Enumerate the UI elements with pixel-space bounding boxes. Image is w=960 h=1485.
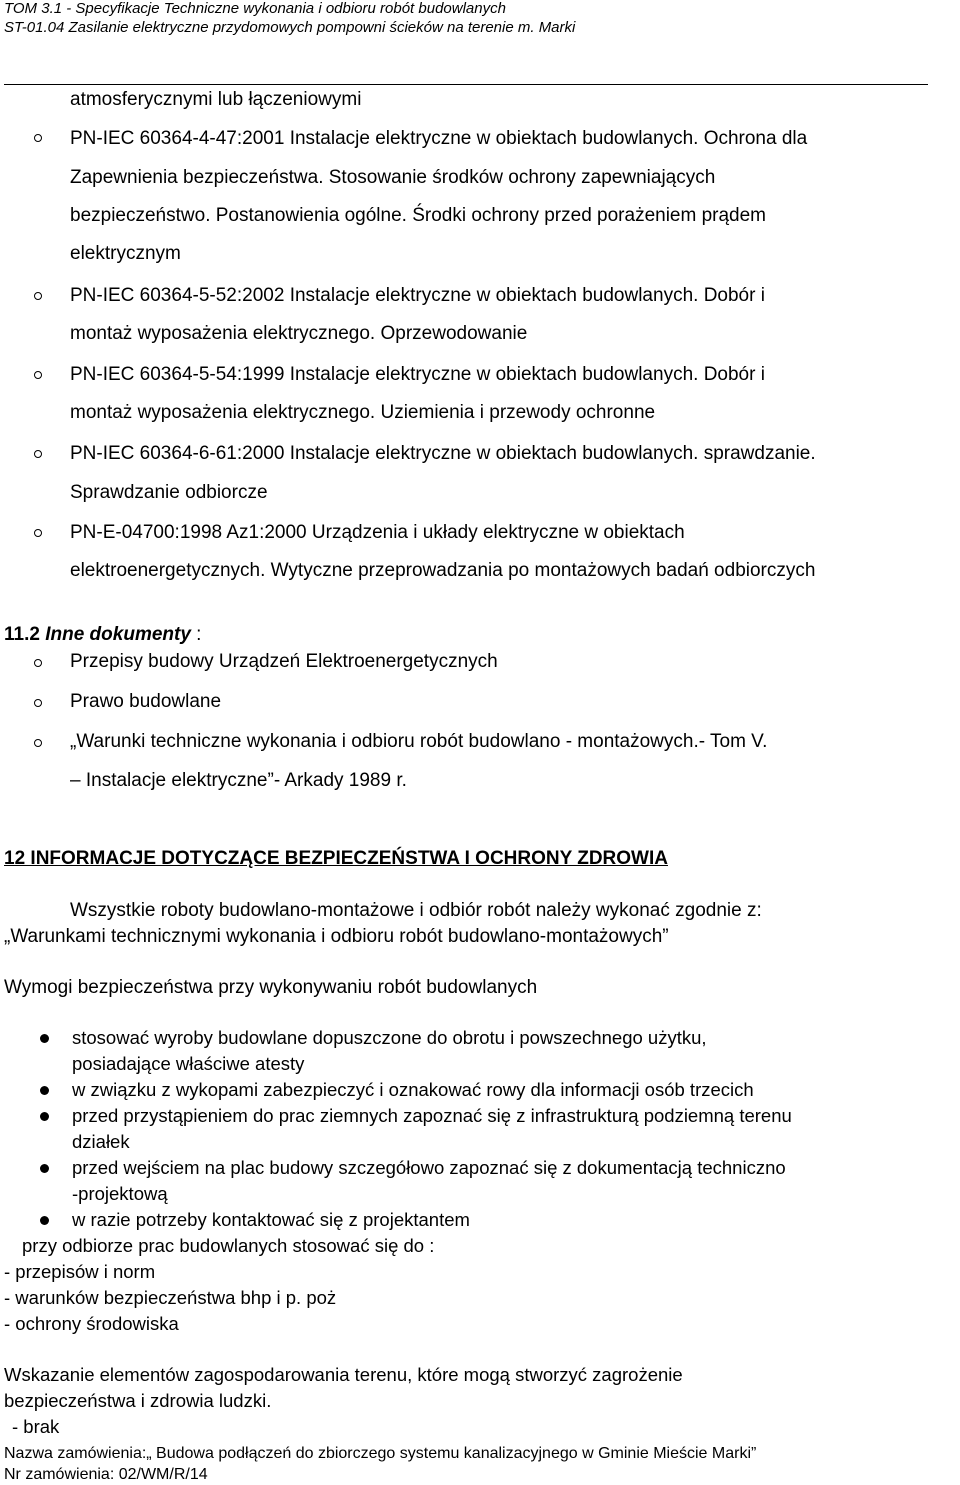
section-colon: : [190,624,202,645]
bullet-icon [34,529,42,537]
document-item: „Warunki techniczne wykonania i odbioru robót budowlano - montażowych.- Tom V. [70,731,768,752]
standard-line: PN-E-04700:1998 Az1:2000 Urządzenia i układy elektryczne w obiektach [70,522,685,543]
footer-order-name: Nazwa zamówienia:„ Budowa podłączeń do zbiorczego systemu kanalizacyjnego w Gminie Mieście Marki” [4,1445,757,1462]
section-12-heading: 12 INFORMACJE DOTYCZĄCE BEZPIECZEŃSTWA I OCHRONY ZDROWIA [4,848,668,869]
section-number: 11.2 [4,624,40,645]
standard-line: elektroenergetycznych. Wytyczne przeprowadzania po montażowych badań odbiorczych [70,560,816,581]
standard-line: Sprawdzanie odbiorcze [70,482,268,503]
bullet-icon [34,371,42,379]
bullet-icon [34,450,42,458]
hazard-line: Wskazanie elementów zagospodarowania terenu, które mogą stworzyć zagrożenie [4,1364,683,1385]
acceptance-item: - ochrony środowiska [4,1313,179,1334]
hazard-line: bezpieczeństwa i zdrowia ludzki. [4,1390,272,1411]
document-item-continuation: – Instalacje elektryczne”- Arkady 1989 r. [70,770,407,791]
header-title: TOM 3.1 - Specyfikacje Techniczne wykonania i odbioru robót budowlanych [4,0,506,17]
bullet-icon [34,699,42,707]
requirement-line: przed wejściem na plac budowy szczegółowo zapoznać się z dokumentacją techniczno [72,1157,786,1178]
standard-line: PN-IEC 60364-5-54:1999 Instalacje elektryczne w obiektach budowlanych. Dobór i [70,364,765,385]
bullet-icon [34,659,42,667]
intro-line: Wszystkie roboty budowlano-montażowe i odbiór robót należy wykonać zgodnie z: [70,900,762,921]
requirement-line: działek [72,1131,130,1152]
intro-line: „Warunkami technicznymi wykonania i odbioru robót budowlano-montażowych” [4,926,669,947]
acceptance-item: - warunków bezpieczeństwa bhp i p. poż [4,1287,337,1308]
requirement-line: -projektową [72,1183,168,1204]
standard-line: Zapewnienia bezpieczeństwa. Stosowanie środków ochrony zapewniających [70,167,716,188]
header-subtitle: ST-01.04 Zasilanie elektryczne przydomowych pompowni ścieków na terenie m. Marki [4,19,576,36]
requirement-line: w związku z wykopami zabezpieczyć i oznakować rowy dla informacji osób trzecich [72,1079,754,1100]
document-item: Prawo budowlane [70,691,222,712]
section-11-2-heading [4,624,201,646]
acceptance-item: - przepisów i norm [4,1261,156,1282]
standard-line: bezpieczeństwo. Postanowienia ogólne. Środki ochrony przed porażeniem prądem [70,205,767,226]
standard-line: elektrycznym [70,243,181,264]
bullet-icon [40,1112,49,1121]
header-rule [4,84,928,85]
bullet-icon [40,1216,49,1225]
standard-line: montaż wyposażenia elektrycznego. Uziemienia i przewody ochronne [70,402,656,423]
bullet-icon [40,1086,49,1095]
bullet-icon [34,134,42,142]
standard-line: PN-IEC 60364-5-52:2002 Instalacje elektryczne w obiektach budowlanych. Dobór i [70,285,765,306]
requirements-title: Wymogi bezpieczeństwa przy wykonywaniu robót budowlanych [4,977,538,998]
acceptance-intro: przy odbiorze prac budowlanych stosować się do : [22,1235,435,1256]
requirement-line: stosować wyroby budowlane dopuszczone do obrotu i powszechnego użytku, [72,1027,707,1048]
standard-line: PN-IEC 60364-6-61:2000 Instalacje elektryczne w obiektach budowlanych. sprawdzanie. [70,443,816,464]
section-title: Inne dokumenty [45,624,191,645]
document-item: Przepisy budowy Urządzeń Elektroenergetycznych [70,651,498,672]
standards-continuation: atmosferycznymi lub łączeniowymi [70,89,362,110]
requirement-line: przed przystąpieniem do prac ziemnych zapoznać się z infrastrukturą podziemną terenu [72,1105,792,1126]
requirement-line: w razie potrzeby kontaktować się z projektantem [72,1209,470,1230]
hazard-line: - brak [12,1416,60,1437]
standard-line: PN-IEC 60364-4-47:2001 Instalacje elektryczne w obiektach budowlanych. Ochrona dla [70,128,808,149]
bullet-icon [34,739,42,747]
footer-order-number: Nr zamówienia: 02/WM/R/14 [4,1466,208,1483]
bullet-icon [34,292,42,300]
standard-line: montaż wyposażenia elektrycznego. Oprzewodowanie [70,323,528,344]
bullet-icon [40,1164,49,1173]
bullet-icon [40,1034,49,1043]
requirement-line: posiadające właściwe atesty [72,1053,305,1074]
